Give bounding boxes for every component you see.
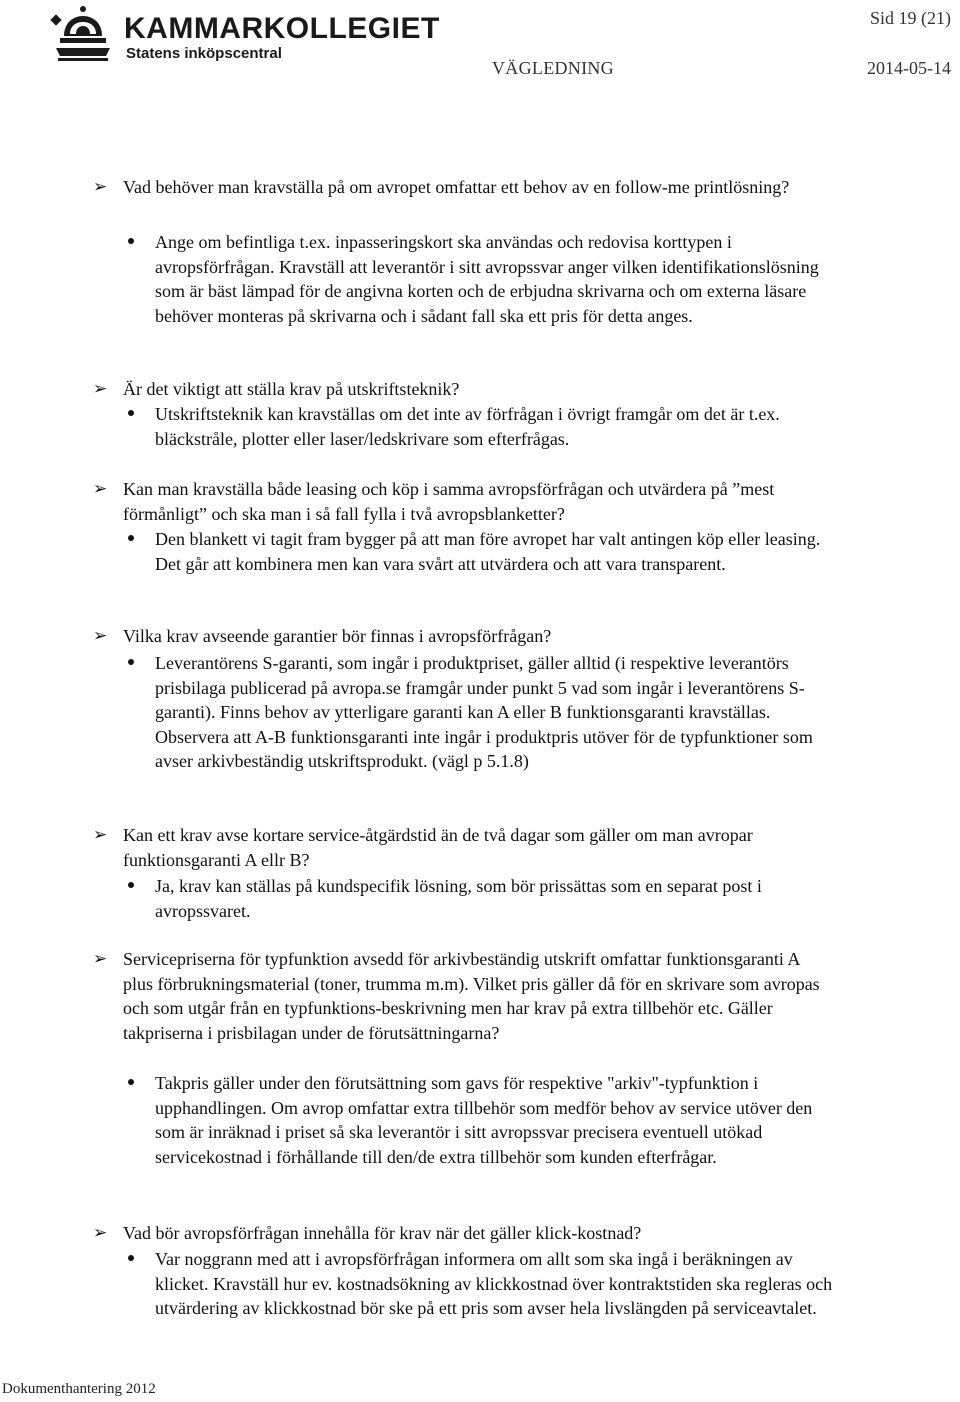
question-text: Kan man kravställa både leasing och köp i samma avropsförfrågan och utvärdera på ”mest förmånligt” och ska man i så fall fylla i två avropsblanketter?: [123, 479, 775, 524]
question-6: [93, 947, 833, 1045]
answer-1: [155, 230, 835, 328]
logo-name: KAMMARKOLLEGIET: [124, 12, 440, 45]
answer-4: [155, 651, 835, 774]
bullet-icon: [128, 659, 134, 665]
question-text: Kan ett krav avse kortare service-åtgärdstid än de två dagar som gäller om man avropar funktionsgaranti A ellr B?: [123, 825, 753, 870]
document-date: 2014-05-14: [867, 58, 951, 78]
question-1: [93, 175, 833, 200]
answer-text: Var noggrann med att i avropsförfrågan informera om allt som ska ingå i beräkningen av klicket. Kravställ hur ev. kostnadsökning av klickkostnad över kontraktstiden ska regleras och utvärdering av klickkostnad bör ske på ett pris som avser hela livslängden på serviceavtalet.: [155, 1249, 833, 1318]
answer-text: Ange om befintliga t.ex. inpasseringskort ska användas och redovisa korttypen i avropsförfrågan. Kravställ att leverantör i sitt avropssvar anger vilken identifikationslösning som är bäst lämpad för de angivna korten och de erbjudna skrivarna och om externa läsare behöver monteras på skrivarna och i sådant fall ska ett pris för detta anges.: [155, 232, 819, 326]
question-text: Vad bör avropsförfrågan innehålla för krav när det gäller klick-kostnad?: [123, 1223, 642, 1243]
bullet-icon: [128, 535, 134, 541]
arrow-bullet-icon: ➢: [93, 479, 108, 498]
answer-7: [155, 1247, 835, 1321]
footer-text: Dokumenthantering 2012: [2, 1381, 156, 1397]
crown-icon: [50, 4, 116, 62]
arrow-bullet-icon: ➢: [93, 177, 108, 196]
question-5: [93, 823, 833, 872]
answer-5: [155, 874, 835, 923]
answer-text: Leverantörens S-garanti, som ingår i produktpriset, gäller alltid (i respektive leverantörs prisbilaga publicerad på avropa.se framgår under punkt 5 vad som ingår i leverantörens S-garanti). Finns behov av ytterligare garanti kan A eller B funktionsgaranti kravställas. Observera att A-B funktionsgaranti inte ingår i produktpris utöver för de typfunktioner som avser arkivbeständig utskriftsprodukt. (vägl p 5.1.8): [155, 653, 813, 771]
bullet-icon: [128, 1255, 134, 1261]
question-text: Vilka krav avseende garantier bör finnas i avropsförfrågan?: [123, 626, 552, 646]
bullet-icon: [128, 1079, 134, 1085]
arrow-bullet-icon: ➢: [93, 379, 108, 398]
question-2: [93, 377, 833, 402]
answer-2: [155, 402, 835, 451]
question-text: Är det viktigt att ställa krav på utskriftsteknik?: [123, 379, 460, 399]
question-4: [93, 624, 833, 649]
question-3: [93, 477, 833, 526]
arrow-bullet-icon: ➢: [93, 949, 108, 968]
bullet-icon: [128, 410, 134, 416]
page-number: Sid 19 (21): [870, 8, 951, 28]
answer-text: Ja, krav kan ställas på kundspecifik lösning, som bör prissättas som en separat post i avropssvaret.: [155, 876, 762, 921]
bullet-icon: [128, 238, 134, 244]
arrow-bullet-icon: ➢: [93, 1223, 108, 1242]
bullet-icon: [128, 882, 134, 888]
document-type: VÄGLEDNING: [492, 58, 614, 78]
answer-text: Takpris gäller under den förutsättning som gavs för respektive "arkiv"-typfunktion i upphandlingen. Om avrop omfattar extra tillbehör som medför behov av service utöver den som är inräknad i priset så ska leverantör i sitt avropssvar precisera eventuell utökad servicekostnad i förhållande till den/de extra tillbehör som kunden efterfrågar.: [155, 1073, 813, 1167]
question-text: Vad behöver man kravställa på om avropet omfattar ett behov av en follow-me printlösning?: [123, 177, 790, 197]
answer-text: Den blankett vi tagit fram bygger på att man före avropet har valt antingen köp eller leasing. Det går att kombinera men kan vara svårt att utvärdera och att vara transparent.: [155, 529, 821, 574]
answer-3: [155, 527, 835, 576]
logo-subtitle: Statens inköpscentral: [126, 45, 282, 62]
answer-6: [155, 1071, 835, 1169]
arrow-bullet-icon: ➢: [93, 626, 108, 645]
question-text: Servicepriserna för typfunktion avsedd för arkivbeständig utskrift omfattar funktionsgaranti A plus förbrukningsmaterial (toner, trumma m.m). Vilket pris gäller då för en skrivare som avropas och som utgår från en typfunktions-beskrivning men har krav på extra tillbehör etc. Gäller takpriserna i prisbilagan under de förutsättningarna?: [123, 949, 820, 1043]
arrow-bullet-icon: ➢: [93, 825, 108, 844]
kammarkollegiet-logo: [50, 4, 440, 66]
answer-text: Utskriftsteknik kan kravställas om det inte av förfrågan i övrigt framgår om det är t.ex. bläckstråle, plotter eller laser/ledskrivare som efterfrågas.: [155, 404, 780, 449]
question-7: [93, 1221, 833, 1246]
